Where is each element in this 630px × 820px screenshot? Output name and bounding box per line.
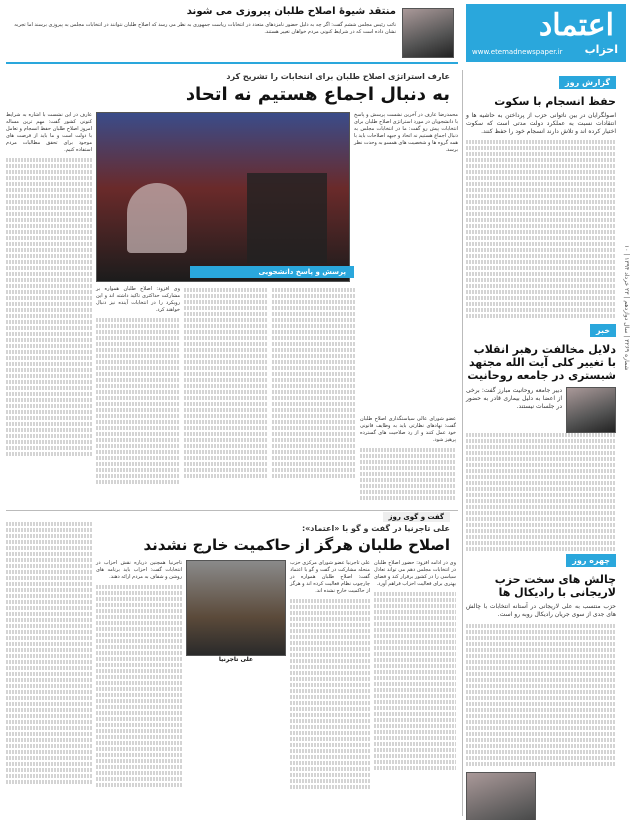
- col-text: وی افزود: اصلاح طلبان همواره بر مشارکت حداکثری تاکید داشته اند و این رویکرد را در انتخابات آینده نیز دنبال خواهند کرد.: [96, 286, 180, 313]
- main-col-mid2: [184, 286, 268, 506]
- bottom-kicker: علی تاجرنیا در گفت و گو با «اعتماد»:: [301, 524, 450, 533]
- sidebar-title: حفظ انسجام با سکوت: [494, 95, 616, 108]
- sidebar-text: اصولگرایان در بین ناتوانی حزب از پرداختن به حاشیه ها و انتقادات نسبت به عملکرد دولت مدتی است که سکوت اختیار کرده اند و تلاش دارند انسجام خود را حفظ کنند.: [466, 112, 616, 136]
- col-text: علی تاجرنیا عضو شورای مرکزی حزب منحله مشارکت در گفت و گو با اعتماد گفت: اصلاح طلبان همواره در چارچوب نظام فعالیت کرده اند و هرگز از حاکمیت خارج نشده اند.: [290, 560, 370, 594]
- bottom-headline: اصلاح طلبان هرگز از حاکمیت خارج نشدند: [143, 536, 450, 554]
- cleric-photo: [566, 387, 616, 433]
- sidebar-text: دبیر جامعه روحانیت مبارز گفت: برخی از اعضا به دلیل بیماری قادر به حضور در جلسات نیستند.: [466, 386, 562, 410]
- portrait-photo: [466, 772, 536, 820]
- main-headline: به دنبال اجماع هستیم نه اتحاد: [185, 84, 450, 105]
- top-strip: [6, 4, 458, 64]
- bottom-section: گفت و گوی روز: [383, 512, 450, 522]
- main-col-left: [6, 112, 92, 502]
- sidebar-head: خبر: [590, 324, 616, 337]
- main-photo: [96, 112, 350, 282]
- bottom-photo: [186, 560, 286, 656]
- col-text: عضو شورای عالی سیاستگذاری اصلاح طلبان گفت: نهادهای نظارتی باید به وظایف قانونی خود عمل کنند و از رد صلاحیت های گسترده پرهیز شود.: [360, 416, 456, 443]
- col-text: عارف در این نشست با اشاره به شرایط کنونی کشور گفت: مهم ترین مساله امروز اصلاح طلبان حفظ انسجام و تعامل با دولت است و ما باید از فرصت های موجود برای تحقق مطالبات مردم استفاده کنیم.: [6, 112, 92, 153]
- masthead: [466, 4, 626, 62]
- bottom-col1: [290, 560, 370, 810]
- logo: اعتماد: [538, 8, 614, 43]
- bottom-col3: [96, 560, 182, 810]
- main-kicker: عارف استراتژی اصلاح طلبان برای انتخابات را تشریح کرد: [226, 72, 450, 81]
- sidebar-item-2: [466, 318, 616, 553]
- sidebar-rule: [462, 70, 463, 816]
- main-col-right: [360, 416, 456, 506]
- sidebar-item-3: [466, 548, 616, 820]
- website[interactable]: www.etemadnewspaper.ir: [472, 48, 563, 56]
- main-col-mid: [96, 286, 180, 506]
- col-text: وی در ادامه افزود: حضور اصلاح طلبان در انتخابات مجلس دهم می تواند تعادل سیاسی را در کشور برقرار کند و فضای بهتری برای فعالیت احزاب فراهم آورد.: [374, 560, 456, 587]
- main-col-mid3: [272, 286, 356, 506]
- divider: [6, 510, 458, 511]
- main-lead: محمدرضا عارف در آخرین نشست پرسش و پاسخ با دانشجویان در مورد استراتژی اصلاح طلبان برای انتخابات پیش رو گفت: ما در انتخابات مجلس به دنبال اجماع هستیم نه اتحاد و جبهه اصلاحات باید با همه گروه ها و شخصیت های همسو به وحدت نظر برسد.: [354, 112, 458, 153]
- sidebar-head: گزارش روز: [559, 76, 616, 89]
- bottom-col2: [374, 560, 456, 810]
- sidebar: [462, 0, 630, 820]
- topstrip-title: منتقد شیوهٔ اصلاح طلبان پیروزی می شوند: [186, 6, 396, 17]
- col-text: تاجرنیا همچنین درباره نقش احزاب در انتخابات گفت: احزاب باید برنامه های روشن و شفاف به مردم ارائه دهند.: [96, 560, 182, 580]
- topstrip-photo: [402, 8, 454, 58]
- sidebar-title: چالش های سخت حزب لاریجانی با رادیکال ها: [494, 573, 616, 600]
- date-line: شماره ۳۲۶۹ | سال دوازدهم | ۲۳ خرداد ۱۳۹۴ | ۱۰: [623, 244, 630, 370]
- bottom-caption: علی تاجرنیا: [218, 656, 254, 663]
- topstrip-text: نائب رئیس مجلس ششم گفت: اگر چه به دلیل حضور نامزدهای متعدد در انتخابات ریاست جمهوری به نظر می رسد که اصلاح طلبان نتوانند در انتخابات مجلس به پیروزی برسند اما تجربه نشان داده است که در شرایط کنونی مردم خواهان تغییر هستند.: [14, 22, 396, 35]
- section-name: احزاب: [584, 43, 618, 56]
- sidebar-head: چهره روز: [566, 554, 616, 567]
- bottom-col-left: [6, 520, 92, 810]
- qa-label: پرسش و پاسخ دانشجویی: [190, 266, 354, 278]
- sidebar-item-1: [466, 70, 616, 320]
- sidebar-text: حزب منتسب به علی لاریجانی در آستانه انتخابات با چالش های جدی از سوی جریان رادیکال روبه رو است.: [466, 603, 616, 619]
- sidebar-title: دلایل مخالفت رهبر انقلاب با تغییر کلی آیت الله مجتهد شبستری در جامعه روحانیت: [467, 343, 616, 383]
